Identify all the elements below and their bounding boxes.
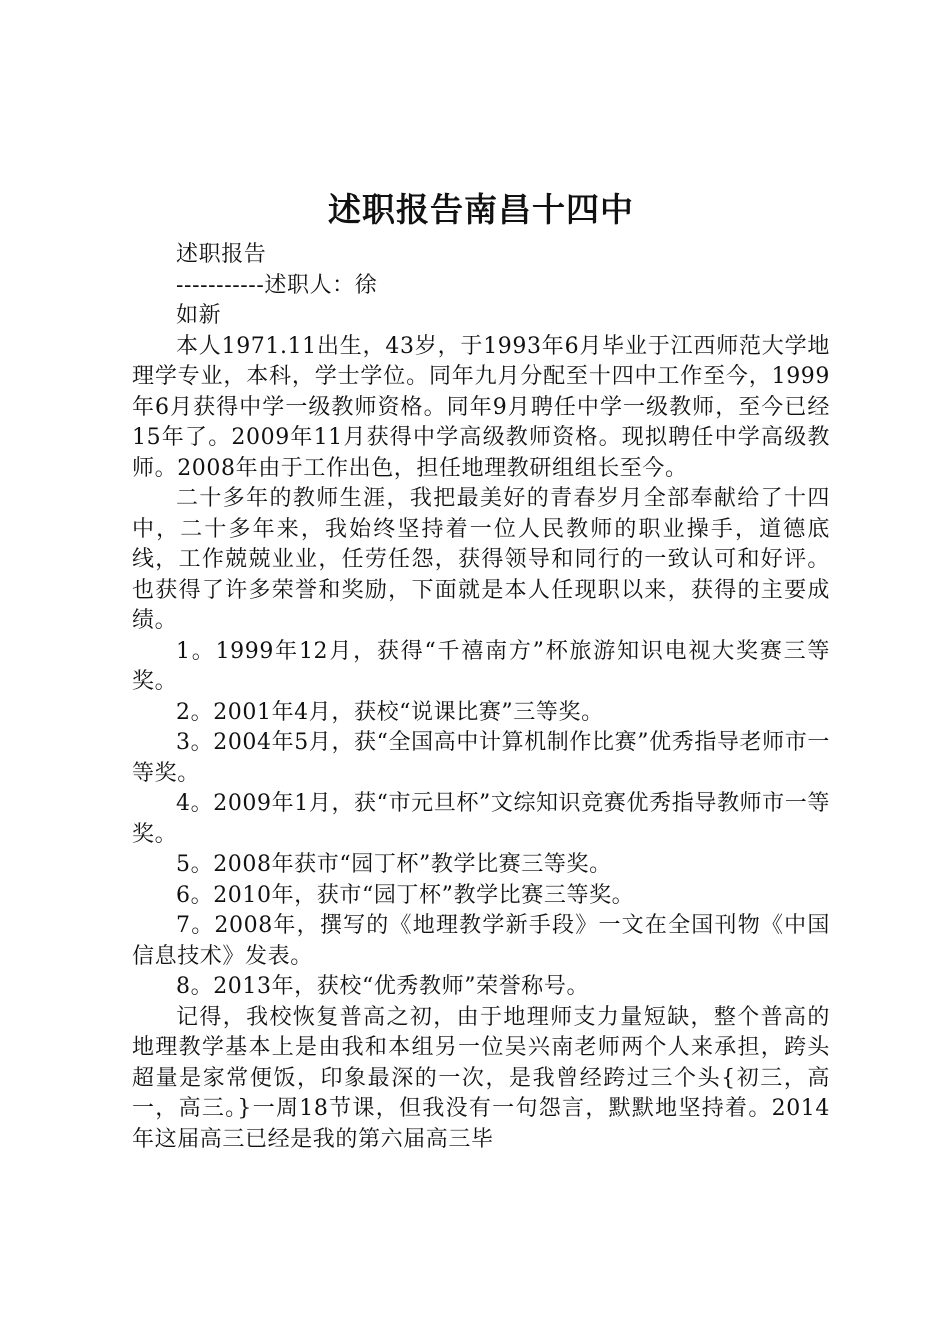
achievement-item: 2。2001年4月，获校“说课比赛”三等奖。 — [176, 699, 604, 725]
achievement-item: 3。2004年5月，获“全国高中计算机制作比赛”优秀指导老师市一等奖。 — [132, 730, 830, 786]
document-title: 述职报告南昌十四中 — [328, 190, 634, 229]
achievement-item: 7。2008年，撰写的《地理教学新手段》一文在全国刊物《中国信息技术》发表。 — [132, 913, 830, 969]
achievement-item: 4。2009年1月，获“市元旦杯”文综知识竞赛优秀指导教师市一等奖。 — [132, 791, 830, 847]
achievement-item: 1。1999年12月，获得“千禧南方”杯旅游知识电视大奖赛三等奖。 — [132, 638, 830, 694]
paragraph-biography: 本人1971.11出生，43岁，于1993年6月毕业于江西师范大学地理学专业，本科，学士学位。同年九月分配至十四中工作至今，1999年6月获得中学一级教师资格。同年9月聘任中学一级教师，至今已经15年了。2009年11月获得中学高级教师资格。现拟聘任中学高级教师。2008年由于工作出色，担任地理教研组组长至今。 — [132, 333, 830, 481]
achievement-item: 8。2013年，获校“优秀教师”荣誉称号。 — [176, 974, 590, 999]
paragraph-career: 二十多年的教师生涯，我把最美好的青春岁月全部奉献给了十四中，二十多年来，我始终坚持着一位人民教师的职业操手，道德底线，工作兢兢业业，任劳任怨，获得领导和同行的一致认可和好评。也获得了许多荣誉和奖励，下面就是本人任现职以来，获得的主要成绩。 — [132, 486, 830, 633]
document-page — [132, 188, 830, 1155]
paragraph-author-name: 如新 — [176, 303, 222, 328]
paragraph-memory: 记得，我校恢复普高之初，由于地理师支力量短缺，整个普高的地理教学基本上是由我和本组另一位吴兴南老师两个人来承担，跨头超量是家常便饭，印象最深的一次，是我曾经跨过三个头{初三，高一，高三。}一周18节课，但我没有一句怨言，默默地坚持着。2014年这届高三已经是我的第六届高三毕 — [132, 1004, 830, 1152]
achievement-item: 6。2010年，获市“园丁杯”教学比赛三等奖。 — [176, 882, 635, 908]
paragraph-author-line: -----------述职人：徐 — [176, 272, 378, 298]
achievement-item: 5。2008年获市“园丁杯”教学比赛三等奖。 — [176, 852, 612, 877]
paragraph-heading: 述职报告 — [176, 242, 267, 267]
